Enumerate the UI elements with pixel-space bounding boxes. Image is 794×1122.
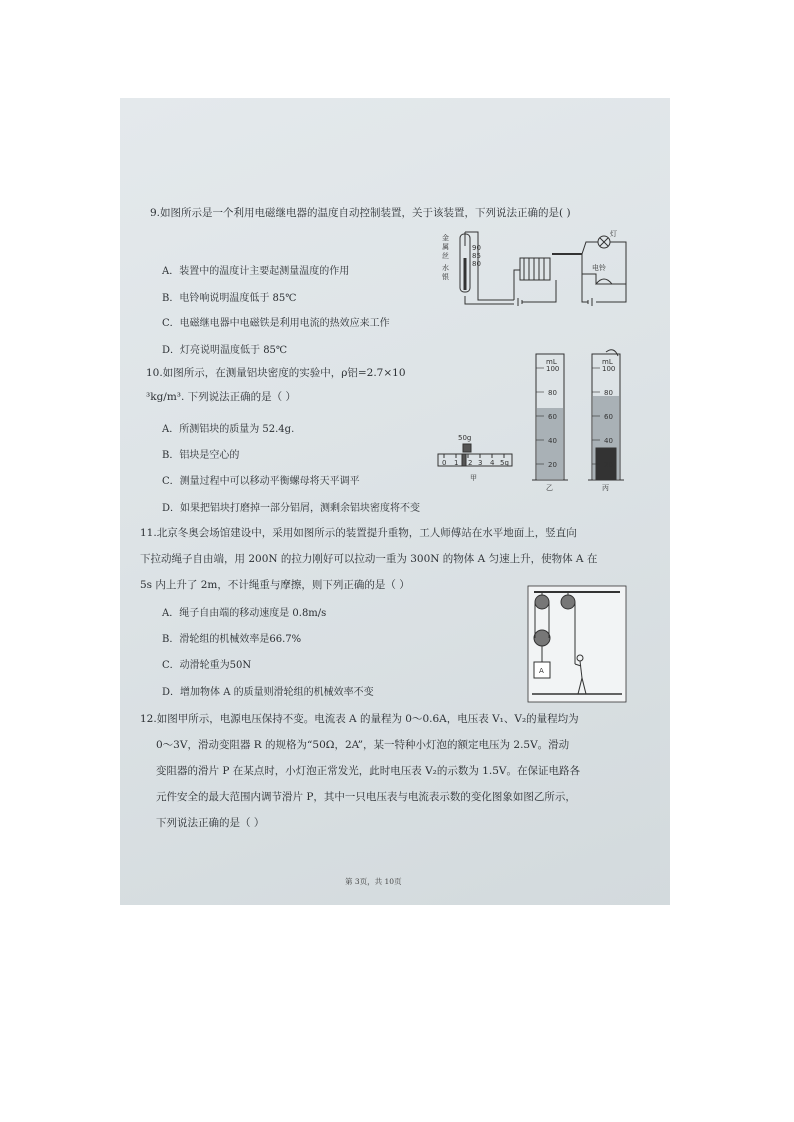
q11-option-d: D．增加物体 A 的质量则滑轮组的机械效率不变 xyxy=(162,687,374,698)
q9-option-d: D．灯亮说明温度低于 85℃ xyxy=(162,345,288,356)
q9-bell-label: 电铃 xyxy=(592,264,606,272)
q9-scale-label: 90 xyxy=(472,244,481,252)
q9-mercury-label: 水 xyxy=(442,264,449,272)
q12-line3: 变阻器的滑片 P 在某点时，小灯泡正常发光，此时电压表 V₂的示数为 1.5V。在保证电路各 xyxy=(156,765,580,777)
q10-option-c: C．测量过程中可以移动平衡螺母将天平调平 xyxy=(162,476,360,487)
q10-cyl-tick: 40 xyxy=(604,437,613,445)
q10-cyl-tick: 20 xyxy=(604,461,613,469)
q10-cyl-unit: mL xyxy=(546,358,557,366)
q11-option-a: A．绳子自由端的移动速度是 0.8m/s xyxy=(162,608,327,619)
q11-pulley-figure xyxy=(524,582,630,706)
q12-line4: 元件安全的最大范围内调节滑片 P，其中一只电压表与电流表示数的变化图象如图乙所示， xyxy=(156,791,576,803)
q10-weight-label: 50g xyxy=(458,434,472,442)
q10-cyl-tick: 80 xyxy=(548,389,557,397)
q9-metal-wire-label: 金 xyxy=(442,234,449,242)
q12-line5: 下列说法正确的是（ ） xyxy=(156,817,265,829)
q11-line3: 5s 内上升了 2m，不计绳重与摩擦，则下列正确的是（ ） xyxy=(140,579,410,591)
q10-cyl-tick: 100 xyxy=(546,365,560,373)
q11-option-c: C．动滑轮重为50N xyxy=(162,660,252,671)
q10-cyl-tick: 20 xyxy=(548,461,557,469)
q9-metal-wire-label: 属 xyxy=(442,243,449,251)
q11-line1: 11.北京冬奥会场馆建设中，采用如图所示的装置提升重物，工人师傅站在水平地面上，竖直向 xyxy=(140,527,577,539)
q12-line2: 0～3V，滑动变阻器 R 的规格为“50Ω，2A”，某一特种小灯泡的额定电压为 2.5V。滑动 xyxy=(156,739,570,751)
q10-option-d: D．如果把铝块打磨掉一部分铝屑，测剩余铝块密度将不变 xyxy=(162,503,421,514)
q10-stem-line1: 10.如图所示，在测量铝块密度的实验中，ρ铝=2.7×10 xyxy=(146,367,406,379)
q10-label-bing: 丙 xyxy=(602,484,609,492)
q10-cyl-tick: 40 xyxy=(548,437,557,445)
q9-metal-wire-label: 丝 xyxy=(442,252,449,260)
exam-page xyxy=(120,98,670,905)
q10-stem-line2: ³kg/m³. 下列说法正确的是（ ） xyxy=(146,391,297,403)
q10-density-figure xyxy=(436,348,652,493)
q10-cyl-tick: 60 xyxy=(548,413,557,421)
q10-ruler-label: 3 xyxy=(478,459,483,467)
q9-option-c: C．电磁继电器中电磁铁是利用电流的热效应来工作 xyxy=(162,318,390,329)
q10-option-a: A．所测铝块的质量为 52.4g. xyxy=(162,424,295,435)
q10-ruler-label: 2 xyxy=(468,459,473,467)
q10-cyl-tick: 80 xyxy=(604,389,613,397)
q10-cyl-tick: 100 xyxy=(602,365,616,373)
q9-scale-label: 85 xyxy=(472,252,481,260)
q10-cyl-tick: 60 xyxy=(604,413,613,421)
q9-mercury-label: 银 xyxy=(442,273,449,281)
q11-option-b: B．滑轮组的机械效率是66.7% xyxy=(162,634,302,645)
q9-option-a: A．装置中的温度计主要起测量温度的作用 xyxy=(162,266,350,277)
q10-ruler-label: 5g xyxy=(500,459,509,467)
page-footer: 第 3页，共 10页 xyxy=(345,877,402,886)
q10-label-jia: 甲 xyxy=(470,474,477,482)
q9-scale-label: 80 xyxy=(472,260,481,268)
q9-lamp-label: 灯 xyxy=(610,230,617,238)
q9-stem: 9.如图所示是一个利用电磁继电器的温度自动控制装置，关于该装置，下列说法正确的是( ) xyxy=(150,207,571,219)
q9-option-b: B．电铃响说明温度低于 85℃ xyxy=(162,293,297,304)
q10-ruler-label: 4 xyxy=(490,459,495,467)
q10-ruler-label: 1 xyxy=(454,459,459,467)
q9-relay-circuit-figure xyxy=(436,228,632,310)
q10-cyl-unit: mL xyxy=(602,358,613,366)
q11-line2: 下拉动绳子自由端，用 200N 的拉力刚好可以拉动一重为 300N 的物体 A 匀速上升，使物体 A 在 xyxy=(140,553,598,565)
q10-label-yi: 乙 xyxy=(546,484,553,492)
q10-ruler-label: 0 xyxy=(442,459,447,467)
q11-block-label: A xyxy=(539,667,544,675)
q10-option-b: B．铝块是空心的 xyxy=(162,450,240,461)
q12-line1: 12.如图甲所示，电源电压保持不变。电流表 A 的量程为 0～0.6A，电压表 V₁、V₂的量程均为 xyxy=(140,713,579,725)
